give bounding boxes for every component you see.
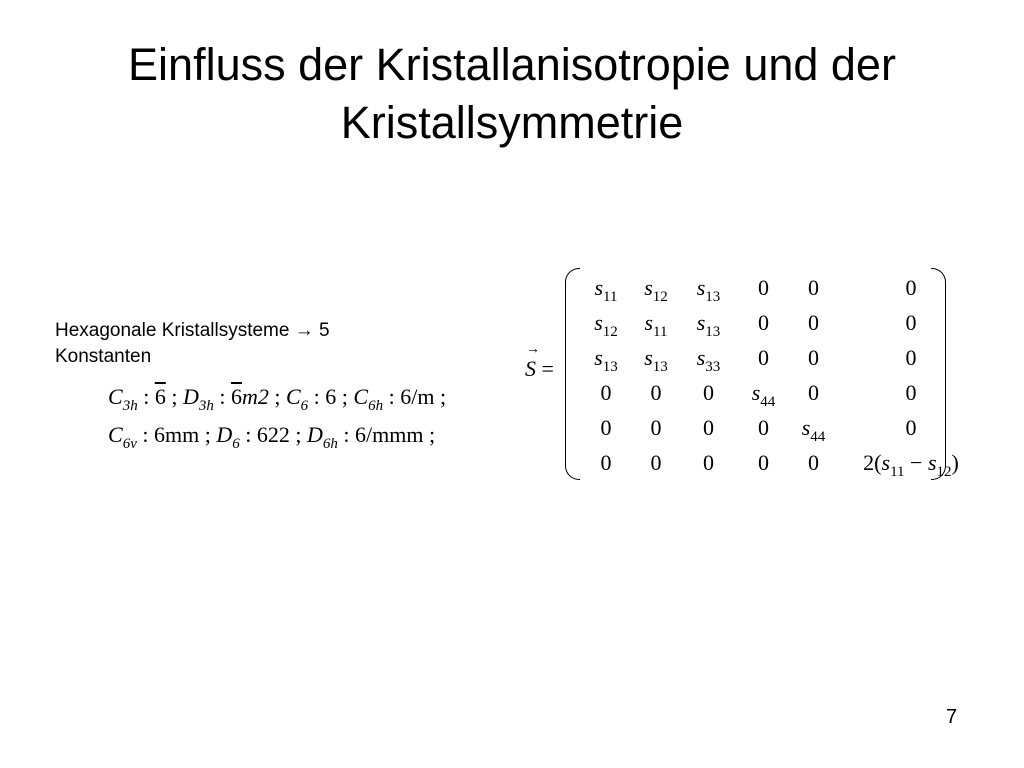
symmetry-group: $C_{3h}$ : 6 bbox=[108, 384, 166, 414]
arrow-right-icon: → bbox=[294, 320, 314, 341]
symmetry-group: $C_{6v}$ : 6mm bbox=[108, 422, 200, 452]
matrix-cell-4-1: 0 bbox=[600, 379, 612, 405]
hex-label: Hexagonale Kristallsysteme bbox=[55, 320, 290, 341]
matrix-cell-2-5: 0 bbox=[808, 309, 819, 335]
slide-title bbox=[0, 36, 1024, 152]
symmetry-group: $C_{6h}$ : 6/m bbox=[353, 384, 435, 414]
title-line-2: Kristallsymmetrie bbox=[340, 97, 684, 148]
matrix-cell-1-5: 0 bbox=[808, 274, 819, 300]
equals-sign: = bbox=[541, 356, 554, 381]
matrix-cell-6-1: 0 bbox=[600, 449, 612, 475]
matrix-cell-6-2: 0 bbox=[650, 449, 662, 475]
constant-count: 5 bbox=[319, 320, 330, 341]
matrix-symbol bbox=[525, 356, 554, 382]
matrix-cell-6-5: 0 bbox=[808, 449, 819, 475]
symmetry-line-1: $C_{3h}$ : 6 ; $D_{3h}$ : 6m2 ; $C_6$ : 6 ; $C_{6h}$ : 6/m ; bbox=[108, 384, 447, 414]
matrix-cell-4-3: 0 bbox=[703, 379, 714, 405]
matrix-cell-3-1: $s_{13}$ bbox=[594, 344, 618, 375]
matrix-cell-4-2: 0 bbox=[650, 379, 662, 405]
matrix-cell-4-5: 0 bbox=[808, 379, 819, 405]
right-bracket bbox=[931, 268, 946, 480]
title-line-1: Einfluss der Kristallanisotropie und der bbox=[128, 39, 896, 90]
matrix-cell-4-6: 0 bbox=[905, 379, 917, 405]
matrix-cell-2-3: $s_{13}$ bbox=[696, 309, 721, 340]
matrix-cell-3-2: $s_{13}$ bbox=[644, 344, 668, 375]
symmetry-group: $D_6$ : 622 bbox=[216, 422, 290, 452]
matrix-cell-1-6: 0 bbox=[905, 274, 917, 300]
compliance-matrix bbox=[581, 270, 986, 480]
matrix-cell-1-1: $s_{11}$ bbox=[594, 274, 618, 305]
matrix-cell-3-4: 0 bbox=[758, 344, 769, 370]
matrix-cell-1-3: $s_{13}$ bbox=[696, 274, 721, 305]
symmetry-line-2: $C_{6v}$ : 6mm ; $D_6$ : 622 ; $D_{6h}$ : 6/mmm ; bbox=[108, 422, 436, 452]
matrix-cell-5-6: 0 bbox=[905, 414, 917, 440]
matrix-cell-5-4: 0 bbox=[758, 414, 769, 440]
matrix-cell-3-5: 0 bbox=[808, 344, 819, 370]
matrix-cell-6-3: 0 bbox=[703, 449, 714, 475]
symmetry-group: $C_6$ : 6 bbox=[285, 384, 337, 414]
left-bracket bbox=[565, 268, 580, 480]
matrix-cell-1-4: 0 bbox=[758, 274, 769, 300]
matrix-cell-2-6: 0 bbox=[905, 309, 917, 335]
hexagonal-description bbox=[55, 318, 435, 370]
page-number: 7 bbox=[946, 706, 958, 728]
s-vector-symbol: → S bbox=[525, 356, 536, 381]
matrix-cell-4-4: $s_{44}$ bbox=[751, 379, 776, 410]
matrix-cell-6-4: 0 bbox=[758, 449, 769, 475]
symmetry-groups bbox=[108, 378, 528, 454]
matrix-cell-2-1: $s_{12}$ bbox=[594, 309, 618, 340]
matrix-cell-5-5: $s_{44}$ bbox=[801, 414, 826, 445]
symmetry-group: $D_{3h}$ : 6m2 bbox=[182, 384, 269, 414]
constants-word: Konstanten bbox=[55, 346, 152, 367]
matrix-cell-1-2: $s_{12}$ bbox=[644, 274, 668, 305]
matrix-cell-5-1: 0 bbox=[600, 414, 612, 440]
symmetry-group: $D_{6h}$ : 6/mmm bbox=[306, 422, 424, 452]
matrix-cell-2-2: $s_{11}$ bbox=[644, 309, 668, 340]
matrix-cell-5-2: 0 bbox=[650, 414, 662, 440]
matrix-cell-3-3: $s_{33}$ bbox=[696, 344, 721, 375]
matrix-cell-2-4: 0 bbox=[758, 309, 769, 335]
matrix-cell-3-6: 0 bbox=[905, 344, 917, 370]
matrix-cell-5-3: 0 bbox=[703, 414, 714, 440]
matrix-cell-6-6: $2(s_{11} - s_{12})$ bbox=[863, 449, 959, 480]
